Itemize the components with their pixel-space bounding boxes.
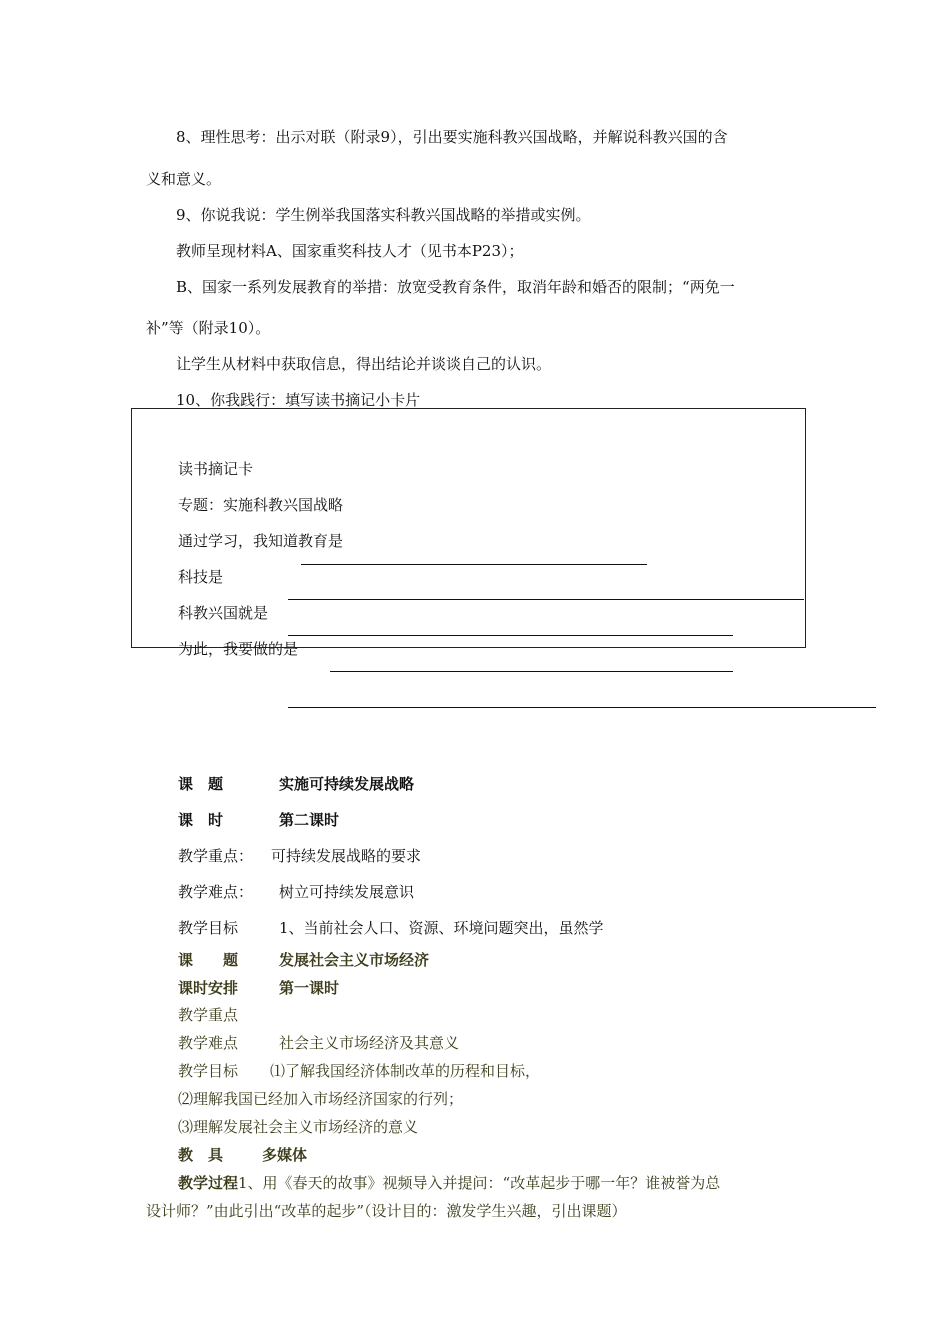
paragraph-8-line2: 义和意义。	[146, 170, 222, 188]
lesson3-process-text: 1、用《春天的故事》视频导入并提问：“改革起步于哪一年？谁被誉为总	[238, 1174, 721, 1192]
lesson2-focus-value: 可持续发展战略的要求	[271, 847, 422, 865]
lesson2-focus-label: 教学重点：	[178, 847, 254, 865]
lesson3-schedule-label: 课时安排	[178, 979, 239, 997]
lesson3-tools-value: 多媒体	[262, 1146, 308, 1164]
lesson3-process-label: 教学过程	[178, 1174, 239, 1192]
card-topic: 专题：实施科教兴国战略	[178, 496, 344, 514]
lesson3-schedule-value: 第一课时	[279, 979, 340, 997]
lesson3-difficulty-value: 社会主义市场经济及其意义	[279, 1034, 460, 1052]
paragraph-8-line1: 8、理性思考：出示对联（附录9），引出要实施科教兴国战略，并解说科教兴国的含	[176, 128, 728, 146]
lesson3-topic-label: 课 题	[178, 951, 239, 969]
card-technology-label: 科技是	[178, 568, 224, 586]
paragraph-material-a: 教师呈现材料A、国家重奖科技人才（见书本P23）；	[176, 242, 524, 260]
card-todo-label: 为此，我要做的是	[178, 640, 299, 658]
paragraph-10: 10、你我践行：填写读书摘记小卡片	[176, 391, 421, 409]
blank-line-kejiao	[288, 635, 733, 636]
lesson2-period-label: 课 时	[178, 811, 224, 829]
blank-line-todo	[330, 671, 733, 672]
lesson3-goal-2: ⑵理解我国已经加入市场经济国家的行列；	[178, 1090, 464, 1108]
card-education-label: 通过学习，我知道教育是	[178, 532, 344, 550]
lesson3-topic-value: 发展社会主义市场经济	[279, 951, 430, 969]
lesson3-goal-label: 教学目标	[178, 1062, 239, 1080]
blank-line-education	[301, 564, 647, 565]
paragraph-material-b-line2: 补”等（附录10）。	[146, 319, 271, 337]
lesson3-process-line1	[178, 1173, 720, 1193]
lesson2-difficulty-value: 树立可持续发展意识	[279, 883, 415, 901]
lesson3-difficulty-label: 教学难点	[178, 1034, 239, 1052]
blank-line-technology	[288, 599, 804, 600]
lesson2-topic-value: 实施可持续发展战略	[279, 775, 415, 793]
lesson2-difficulty-label: 教学难点：	[178, 883, 254, 901]
lesson2-goal-label: 教学目标	[178, 919, 239, 937]
lesson2-topic-label: 课 题	[178, 775, 224, 793]
lesson2-period-value: 第二课时	[279, 811, 340, 829]
paragraph-conclusion: 让学生从材料中获取信息，得出结论并谈谈自己的认识。	[176, 355, 552, 373]
lesson3-tools-label: 教 具	[178, 1146, 224, 1164]
paragraph-material-b-line1: B、国家一系列发展教育的举措：放宽受教育条件，取消年龄和婚否的限制；“两免一	[176, 278, 735, 296]
paragraph-9: 9、你说我说：学生例举我国落实科教兴国战略的举措或实例。	[176, 206, 591, 224]
lesson2-goal-value: 1、当前社会人口、资源、环境问题突出，虽然学	[279, 919, 604, 937]
lesson3-goal-1: ⑴了解我国经济体制改革的历程和目标，	[270, 1062, 541, 1080]
card-kejiao-label: 科教兴国就是	[178, 604, 269, 622]
card-title: 读书摘记卡	[178, 460, 254, 478]
blank-line-extra	[288, 707, 876, 708]
lesson3-focus-label: 教学重点	[178, 1006, 239, 1024]
lesson3-process-line2: 设计师？”由此引出“改革的起步”（设计目的：激发学生兴趣，引出课题）	[146, 1202, 627, 1220]
lesson3-goal-3: ⑶理解发展社会主义市场经济的意义	[178, 1118, 419, 1136]
